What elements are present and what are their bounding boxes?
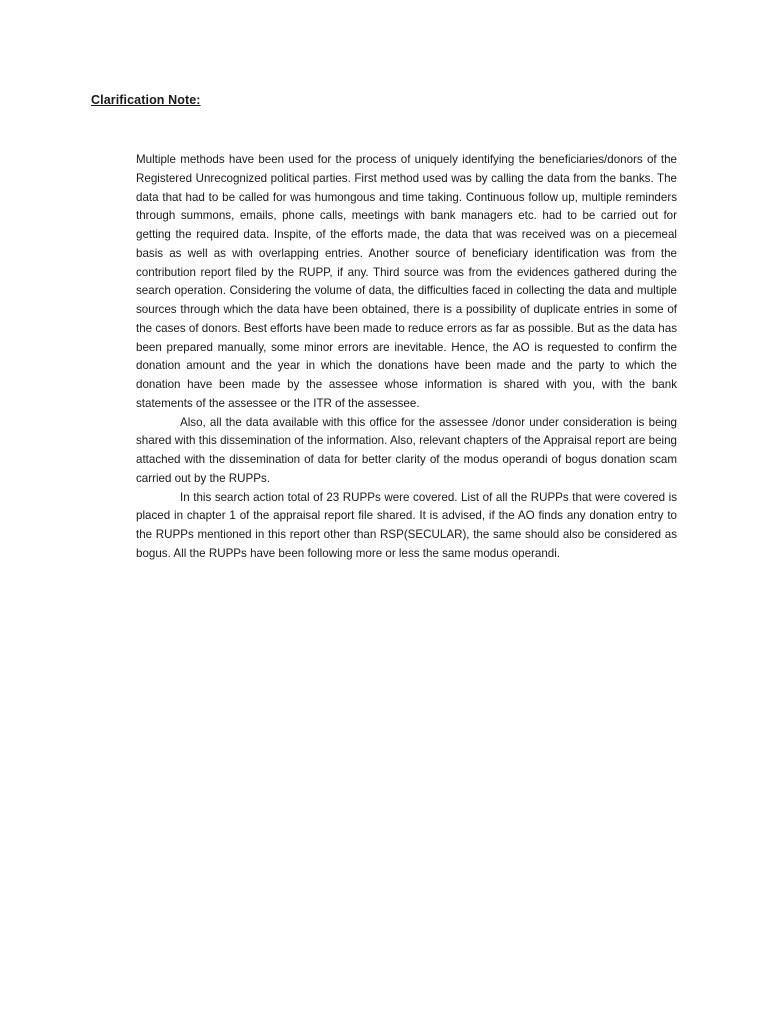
paragraph-data-shared: Also, all the data available with this office for the assessee /donor under consideration is being shared with this dissemination of the information. Also, relevant chapters of the Appraisal report are being attached with the dissemination of data for better clarity of the modus operandi of bogus donation scam carried out by the RUPPs. [136,415,677,485]
paragraph-methods: Multiple methods have been used for the process of uniquely identifying the beneficiaries/donors of the Registered Unrecognized political parties. First method used was by calling the data from the banks. The data that had to be called for was humongous and time taking. Continuous follow up, multiple reminders through summons, emails, phone calls, meetings with bank managers etc. had to be carried out for getting the required data. Inspite, of the efforts made, the data that was received was on a piecemeal basis as well as with overlapping entries. Another source of beneficiary identification was from the contribution report filed by the RUPP, if any. Third source was from the evidences gathered during the search operation. Considering the volume of data, the difficulties faced in collecting the data and multiple sources through which the data have been obtained, there is a possibility of duplicate entries in some of the cases of donors. Best efforts have been made to reduce errors as far as possible. But as the data has been prepared manually, some minor errors are inevitable. Hence, the AO is requested to confirm the donation amount and the year in which the donations have been made and the party to which the donation have been made by the assessee whose information is shared with you, with the bank statements of the assessee or the ITR of the assessee. [136,153,677,410]
note-body [136,151,677,564]
paragraph-rupps-covered: In this search action total of 23 RUPPs were covered. List of all the RUPPs that were covered is placed in chapter 1 of the appraisal report file shared. It is advised, if the AO finds any donation entry to the RUPPs mentioned in this report other than RSP(SECULAR), the same should also be considered as bogus. All the RUPPs have been following more or less the same modus operandi. [136,490,677,560]
page-title: Clarification Note: [91,93,201,107]
